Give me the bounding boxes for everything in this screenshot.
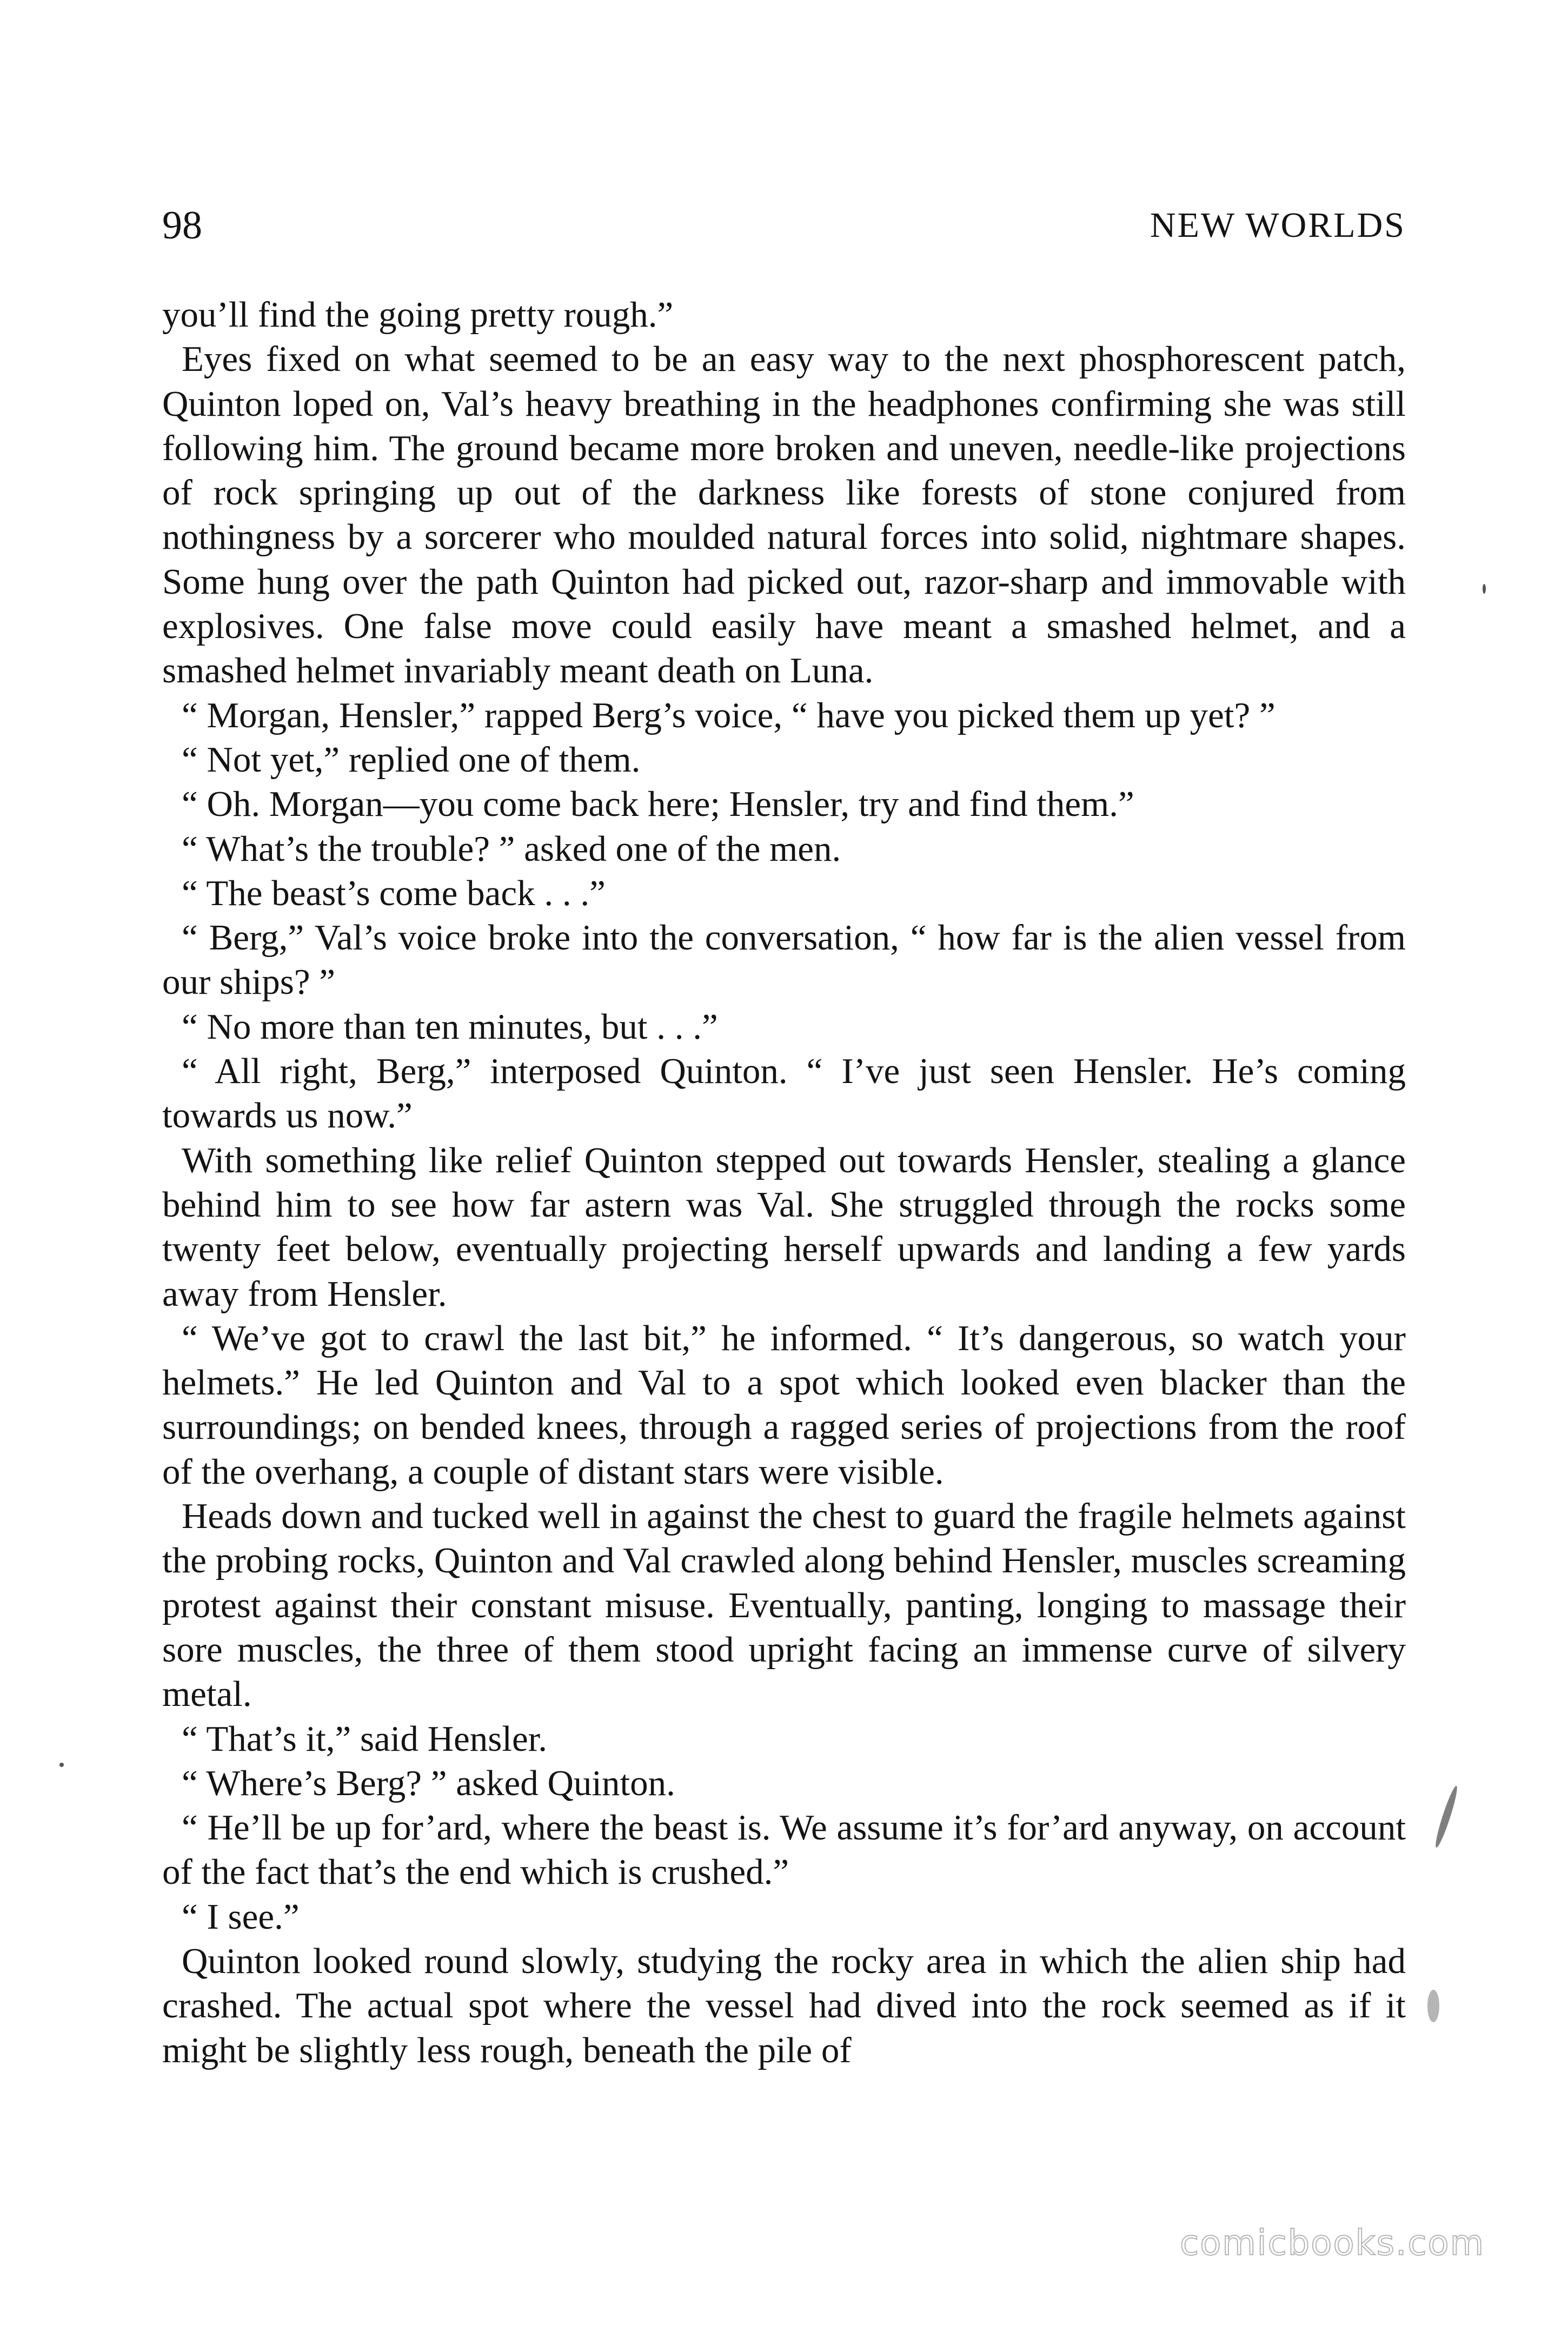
paragraph: “ The beast’s come back . . .” bbox=[182, 873, 606, 913]
paragraph: “ Morgan, Hensler,” rapped Berg’s voice, “ have you picked them up yet? ” bbox=[182, 695, 1275, 735]
paragraph: “ All right, Berg,” interposed Quinton. “ I’ve just seen Hensler. He’s coming towards us now.” bbox=[162, 1051, 1406, 1136]
ink-speck bbox=[1427, 1990, 1439, 2022]
running-head bbox=[162, 196, 1406, 255]
paragraph: “ We’ve got to crawl the last bit,” he informed. “ It’s dangerous, so watch your helmets.” He led Quinton and Val to a spot which looked even blacker than the surroundings; on bended knees, through a ragged series of projections from the roof of the overhang, a couple of distant stars were visible. bbox=[162, 1318, 1406, 1492]
paragraph: “ I see.” bbox=[182, 1896, 300, 1937]
paragraph: “ Not yet,” replied one of them. bbox=[182, 739, 641, 780]
paragraph: “ What’s the trouble? ” asked one of the men. bbox=[182, 828, 841, 869]
ink-speck bbox=[1433, 1785, 1460, 1849]
paragraph: Quinton looked round slowly, studying the rocky area in which the alien ship had crashed. The actual spot where the vessel had dived into the rock seemed as if it might be slightly less rough, beneath the pile of bbox=[162, 1941, 1406, 2070]
page-number: 98 bbox=[162, 203, 202, 248]
watermark: comicbooks.com bbox=[1180, 2223, 1485, 2263]
paragraph: you’ll find the going pretty rough.” bbox=[162, 295, 674, 335]
paragraph: “ No more than ten minutes, but . . .” bbox=[182, 1006, 718, 1047]
body-text bbox=[162, 293, 1406, 2072]
paragraph: Eyes fixed on what seemed to be an easy way to the next phosphorescent patch, Quinton loped on, Val’s heavy breathing in the headphones confirming she was still following him. The ground became more broken and uneven, needle-like projections of rock springing up out of the darkness like forests of stone conjured from nothingness by a sorcerer who moulded natural forces into solid, nightmare shapes. Some hung over the path Quinton had picked out, razor-sharp and immovable with explosives. One false move could easily have meant a smashed helmet, and a smashed helmet invariably meant death on Luna. bbox=[162, 339, 1406, 691]
paragraph: “ Where’s Berg? ” asked Quinton. bbox=[182, 1763, 675, 1803]
paragraph: Heads down and tucked well in against the chest to guard the fragile helmets against the probing rocks, Quinton and Val crawled along behind Hensler, muscles screaming protest against their constant misuse. Eventually, panting, longing to massage their sore muscles, the three of them stood upright facing an immense curve of silvery metal. bbox=[162, 1496, 1406, 1715]
paragraph: With something like relief Quinton stepped out towards Hensler, stealing a glance behind him to see how far astern was Val. She struggled through the rocks some twenty feet below, eventually projecting herself upwards and landing a few yards away from Hensler. bbox=[162, 1140, 1406, 1314]
running-title: NEW WORLDS bbox=[1150, 205, 1406, 245]
ink-speck bbox=[59, 1763, 64, 1767]
ink-speck bbox=[1483, 584, 1486, 594]
paragraph: “ He’ll be up for’ard, where the beast is. We assume it’s for’ard anyway, on account of the fact that’s the end which is crushed.” bbox=[162, 1808, 1406, 1892]
paragraph: “ That’s it,” said Hensler. bbox=[182, 1718, 548, 1759]
paragraph: “ Berg,” Val’s voice broke into the conversation, “ how far is the alien vessel from our ships? ” bbox=[162, 918, 1406, 1002]
paragraph: “ Oh. Morgan—you come back here; Hensler, try and find them.” bbox=[182, 784, 1134, 825]
